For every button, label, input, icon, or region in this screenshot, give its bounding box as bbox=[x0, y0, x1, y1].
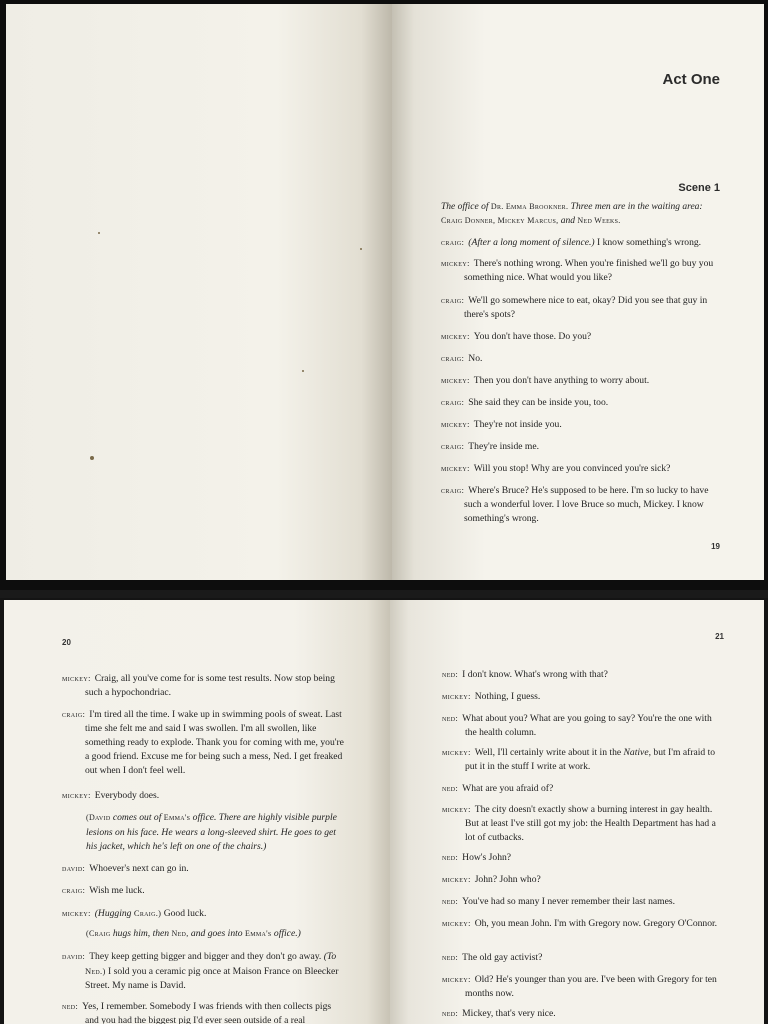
dialogue-line: mickey: Then you don't have anything to worry about. bbox=[441, 375, 650, 386]
dialogue-line: mickey: Old? He's younger than you are. I've been with Gregory for ten months now. bbox=[442, 974, 717, 999]
dialogue-line: ned: I don't know. What's wrong with that? bbox=[442, 669, 608, 680]
dialogue-line: ned: You've had so many I never remember their last names. bbox=[442, 896, 675, 907]
stage-direction: (David comes out of Emma's office. There are highly visible purple lesions on his face. He wears a long-sleeved shirt. He goes to get his jacket, which he's left on one of the chairs.) bbox=[86, 812, 337, 852]
dialogue-line: ned: How's John? bbox=[442, 852, 512, 863]
dialogue-line: craig: No. bbox=[441, 353, 483, 364]
bottom-spread bbox=[0, 598, 768, 1024]
stage-direction: (Craig hugs him, then Ned, and goes into Emma's office.) bbox=[86, 928, 301, 939]
scene-title: Scene 1 bbox=[678, 182, 720, 194]
dialogue-line: mickey: Craig, all you've come for is some test results. Now stop being such a hypochondriac. bbox=[62, 673, 335, 698]
page-20 bbox=[4, 600, 390, 1024]
page-21 bbox=[390, 600, 764, 1024]
dialogue-line: ned: What about you? What are you going to say? You're the one with the health column. bbox=[442, 713, 712, 738]
dialogue-line: craig: (After a long moment of silence.) I know something's wrong. bbox=[441, 237, 702, 248]
dialogue-line: ned: Mickey, that's very nice. bbox=[442, 1008, 556, 1019]
dialogue-line: craig: Where's Bruce? He's supposed to be here. I'm so lucky to have such a wonderful lover. I love Bruce so much, Mickey. I know something's wrong. bbox=[441, 485, 709, 524]
dialogue-line: craig: She said they can be inside you, too. bbox=[441, 397, 609, 408]
paper-speck bbox=[90, 456, 94, 460]
dialogue-line: mickey: Nothing, I guess. bbox=[442, 691, 541, 702]
dialogue-line: mickey: John? John who? bbox=[442, 874, 541, 885]
dialogue-line: mickey: There's nothing wrong. When you're finished we'll go buy you something nice. What would you like? bbox=[441, 258, 714, 283]
paper-speck bbox=[360, 248, 362, 250]
paper-speck bbox=[98, 232, 100, 234]
dialogue-line: mickey: Oh, you mean John. I'm with Gregory now. Gregory O'Connor. bbox=[442, 918, 718, 929]
dialogue-line: david: Whoever's next can go in. bbox=[62, 863, 189, 874]
dialogue-line: ned: What are you afraid of? bbox=[442, 783, 554, 794]
dialogue-line: craig: We'll go somewhere nice to eat, okay? Did you see that guy in there's spots? bbox=[441, 295, 708, 320]
blank-left-page bbox=[6, 4, 392, 580]
dialogue-line: mickey: (Hugging Craig.) Good luck. bbox=[62, 908, 207, 919]
dialogue-line: mickey: They're not inside you. bbox=[441, 419, 562, 430]
page-number: 20 bbox=[62, 638, 71, 647]
dialogue-line: craig: Wish me luck. bbox=[62, 885, 145, 896]
page-number: 21 bbox=[715, 632, 724, 641]
opening-stage-direction: The office of Dr. Emma Brookner. Three men are in the waiting area: Craig Donner, Mickey Marcus, and Ned Weeks. bbox=[441, 202, 703, 226]
dialogue-line: mickey: Everybody does. bbox=[62, 790, 160, 801]
page-19 bbox=[392, 4, 764, 580]
dialogue-line: david: They keep getting bigger and bigger and they don't go away. (To Ned.) I sold you a ceramic pig once at Maison France on Bleecker Street. My name is David. bbox=[62, 951, 339, 991]
dialogue-line: mickey: Will you stop! Why are you convinced you're sick? bbox=[441, 463, 671, 474]
paper-speck bbox=[302, 370, 304, 372]
page-number: 19 bbox=[711, 542, 720, 551]
dialogue-line: ned: Yes, I remember. Somebody I was friends with then collects pigs and you had the biggest pig I'd ever seen outside of a real bbox=[62, 1001, 332, 1024]
dialogue-line: mickey: Well, I'll certainly write about it in the Native, but I'm afraid to put it in the stuff I write at work. bbox=[442, 747, 716, 772]
act-title: Act One bbox=[662, 71, 720, 88]
dialogue-line: mickey: The city doesn't exactly show a burning interest in gay health. But at least I've still got my job: the Health Department has had a lot of cutbacks. bbox=[442, 804, 716, 843]
dialogue-line: ned: The old gay activist? bbox=[442, 952, 543, 963]
dialogue-line: craig: They're inside me. bbox=[441, 441, 540, 452]
dialogue-line: craig: I'm tired all the time. I wake up in swimming pools of sweat. Last time she felt me and said I was swollen. I'm all swollen, like something ready to explode. Thank you for coming with me, you're a good friend. Excuse me for being such a mess, Ned. I get freaked out when I don't feel well. bbox=[62, 709, 344, 776]
dialogue-line: mickey: You don't have those. Do you? bbox=[441, 331, 592, 342]
